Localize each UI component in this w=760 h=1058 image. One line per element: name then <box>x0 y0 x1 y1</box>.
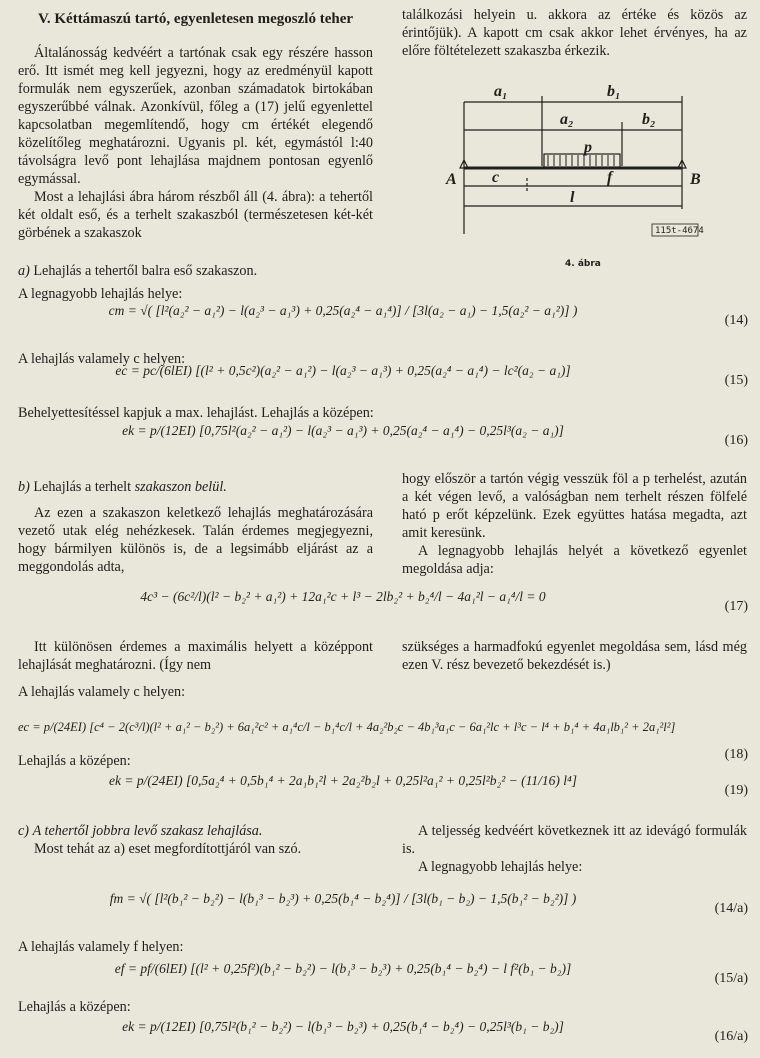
section-b-right-paragraph-2: A legnagyobb lehajlás helyét a következő egyenlet megoldása adja: <box>402 543 747 577</box>
section-c-heading: c) A tehertől jobbra levő szakasz lehajlása. <box>18 823 263 839</box>
right-column-top <box>402 6 747 236</box>
section-b-left <box>18 478 373 576</box>
section-a-heading: a) Lehajlás a tehertől balra eső szakaszon. <box>18 263 258 279</box>
label-a1: a₁ <box>494 83 508 100</box>
distributed-load <box>544 154 620 167</box>
section-b-right-paragraph: hogy először a tartón végig vesszük föl a p terhelést, azután a két végen levő, a valóságban nem terhelt részen fölfelé ható p erőt képzelünk. Ezek együttes hatása megadta, azt amit keresünk. <box>402 471 747 541</box>
section-b-left-paragraph: Az ezen a szakaszon keletkező lehajlás meghatározására vezető utak elég nehézkesek. Talán érdemes megjegyezni, hogy bármilyen különös is, de a legsimább eljárást az a meggondolás adta, <box>18 505 373 575</box>
section-c-left-paragraph: Most tehát az a) eset megfordítottjáról van szó. <box>34 841 302 857</box>
section-b-heading: b) Lehajlás a terhelt szakaszon belül. <box>18 479 227 495</box>
section-c-mid: Lehajlás a középen: <box>18 999 131 1015</box>
section-b-at-c: A lehajlás valamely c helyen: <box>18 684 186 700</box>
section-b-note-right: szükséges a harmadfokú egyenlet megoldása sem, lásd még ezen V. rész bevezető bekezdését is.) <box>402 639 747 673</box>
beam-figure <box>402 74 747 249</box>
section-c-right-paragraph: A teljesség kedvéért következnek itt az idevágó formulák is. <box>402 823 747 857</box>
equation-14: cm = √( [l²(a₂² − a₁²) − l(a₂³ − a₁³) + 0,25(a₂⁴ − a₁⁴)] / [3l(a₂ − a₁) − 1,5(a₂² − a₁²)] ) (14) <box>108 303 748 328</box>
label-f: f <box>607 169 613 186</box>
section-c-max-place: A legnagyobb lehajlás helye: <box>418 859 583 875</box>
equation-18: ec = p/(24EI) [c⁴ − 2(c³/l)(l² + a₁² − b₂²) + 6a₁²c² + a₁⁴c/l − b₁⁴c/l + 4a₂²b₂c − 4b₁³a₁c − 6a₁²lc + l³c − l⁴ + b₁⁴ + 4a₁lb₁² + 2a₁²l²] (18) <box>18 720 748 762</box>
section-c-right <box>402 822 747 876</box>
section-c-left <box>18 822 388 858</box>
label-a2: a₂ <box>560 111 574 128</box>
equation-19: ek = p/(24EI) [0,5a₂⁴ + 0,5b₁⁴ + 2a₁b₁²l + 2a₂²b₂l + 0,25l²a₁² + 0,25l²b₂² − (11/16) l⁴] (19) <box>109 773 748 798</box>
label-c: c <box>492 169 500 186</box>
label-B: B <box>690 171 701 188</box>
intro-paragraph: Általánosság kedvéért a tartónak csak egy részére hasson erő. Itt ismét meg kell jegyezni, hogy az eredményül kapott formulák nem egyszerűek, azonban számadatok birtokában egyszerűbbé válnak. Azonkívül, főleg a (17) jelű egyenlettel kapcsolatban megemlítendő, hogy cm értékét elegendő közelítőleg meghatározni. Ugyanis pl. két, egymástól l:40 távolságra levő pont lehajlása majdnem pontosan egyenlő egymással. <box>18 45 373 187</box>
equation-17: 4c³ − (6c²/l)(l² − b₂² + a₁²) + 12a₁²c + l³ − 2lb₂² + b₂⁴/l − 4a₁²l − a₁⁴/l = 0 (17) <box>140 589 748 614</box>
label-l: l <box>570 189 575 206</box>
section-a-at-c: A lehajlás valamely c helyen: <box>18 351 186 367</box>
section-title: V. Kéttámaszú tartó, egyenletesen megoszló teher <box>37 11 354 27</box>
section-b-mid: Lehajlás a középen: <box>18 753 131 769</box>
label-p: p <box>584 139 592 156</box>
label-A: A <box>446 171 457 188</box>
section-a-subst: Behelyettesítéssel kapjuk a max. lehajlást. Lehajlás a középen: <box>18 405 374 421</box>
figure-caption: 4. ábra <box>565 259 601 269</box>
label-b2: b₂ <box>642 111 656 128</box>
section-c-at-f: A lehajlás valamely f helyen: <box>18 939 184 955</box>
section-b-note-left: Itt különösen érdemes a maximális helyett a középpont lehajlását meghatározni. (Így nem <box>18 639 373 673</box>
left-column-top <box>18 10 373 242</box>
intro-paragraph-2: Most a lehajlási ábra három részből áll (4. ábra): a tehertől két oldalt eső, és a terhelt szakaszból (természetesen két-két görbének a szakaszok <box>18 189 373 241</box>
equation-15a: ef = pf/(6lEI) [(l² + 0,25f²)(b₁² − b₂²) − l(b₁³ − b₂³) + 0,25(b₁⁴ − b₂⁴) − l f²(b₁ − b₂)] (15/a) <box>114 961 748 986</box>
section-b-right <box>402 470 747 578</box>
section-a-max-place: A legnagyobb lehajlás helye: <box>18 286 183 302</box>
equation-16: ek = p/(12EI) [0,75l²(a₂² − a₁²) − l(a₂³ − a₁³) + 0,25(a₂⁴ − a₁⁴) − 0,25l³(a₂ − a₁)] (16) <box>122 423 748 448</box>
intro-right-paragraph: találkozási helyein u. akkora az értéke és közös az érintőjük). A kapott cm csak akkor lehet érvényes, ha az előre föltételezett szakaszba érkezik. <box>402 7 747 59</box>
equation-14a: fm = √( [l²(b₁² − b₂²) − l(b₁³ − b₂³) + 0,25(b₁⁴ − b₂⁴)] / [3l(b₁ − b₂) − 1,5(b₁² − b₂²)] ) (14/a) <box>109 891 748 916</box>
figure-stamp: 115t-4674 <box>655 226 704 236</box>
equation-15: ec = pc/(6lEI) [(l² + 0,5c²)(a₂² − a₁²) − l(a₂³ − a₁³) + 0,25(a₂⁴ − a₁⁴) − lc²(a₂ − a₁)] (15) <box>115 363 748 388</box>
equation-16a: ek = p/(12EI) [0,75l²(b₁² − b₂²) − l(b₁³ − b₂³) + 0,25(b₁⁴ − b₂⁴) − 0,25l³(b₁ − b₂)] (16/a) <box>122 1019 748 1044</box>
label-b1: b₁ <box>607 83 621 100</box>
